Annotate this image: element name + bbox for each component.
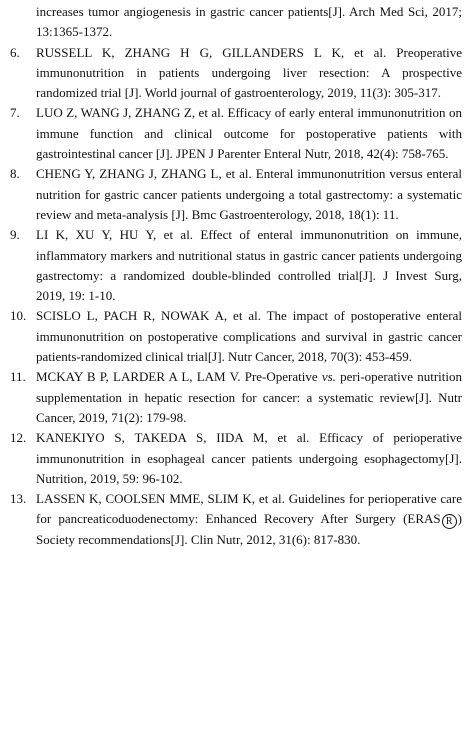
reference-number: 8. <box>10 166 20 182</box>
reference-item-11 <box>10 367 462 428</box>
reference-number: 6. <box>10 44 20 60</box>
reference-text: CHENG Y, ZHANG J, ZHANG L, et al. Enteral immunonutrition versus enteral nutrition for gastric cancer patients undergoing a total gastrectomy: a systematic review and meta-analysis [J]. Bmc Gastroenterology, 2018, 18(1): 11. <box>36 166 462 222</box>
reference-text <box>36 489 462 550</box>
reference-text-part: LASSEN K, COOLSEN MME, SLIM K, et al. Guidelines for perioperative care for pancreaticoduodenectomy: Enhanced Recovery After Surgery (ERAS <box>36 491 462 527</box>
reference-text: KANEKIYO S, TAKEDA S, IIDA M, et al. Efficacy of perioperative immunonutrition in esophageal cancer patients undergoing esophagectomy[J]. Nutrition, 2019, 59: 96-102. <box>36 430 462 486</box>
reference-text-part: peri-operative nutrition supplementation in hepatic resection for cancer: a systematic review[J]. Nutr Cancer, 2019, 71(2): 179-98. <box>36 369 462 425</box>
reference-item-7 <box>10 103 462 164</box>
reference-number: 11. <box>10 369 26 385</box>
reference-text <box>36 367 462 428</box>
reference-item-8 <box>10 164 462 225</box>
reference-text-part: MCKAY B P, LARDER A L, LAM V. Pre-Operative <box>36 369 322 385</box>
reference-item-5-continued <box>10 2 462 43</box>
reference-item-10 <box>10 306 462 367</box>
reference-number: 12. <box>10 430 27 446</box>
reference-item-6 <box>10 43 462 104</box>
reference-italic-text: vs. <box>321 369 336 385</box>
reference-number: 13. <box>10 491 27 507</box>
reference-text: increases tumor angiogenesis in gastric cancer patients[J]. Arch Med Sci, 2017; 13:1365-1372. <box>36 4 462 40</box>
reference-item-9 <box>10 225 462 306</box>
reference-number: 9. <box>10 227 20 243</box>
reference-item-13 <box>10 489 462 550</box>
reference-number: 10. <box>10 308 27 324</box>
reference-text: LI K, XU Y, HU Y, et al. Effect of enteral immunonutrition on immune, inflammatory markers and nutritional status in gastric cancer patients undergoing gastrectomy: a randomized double-blinded controlled trial[J]. J Invest Surg, 2019, 19: 1-10. <box>36 227 462 304</box>
registered-trademark-icon: R <box>442 514 457 529</box>
reference-text-part: ) Society recommendations[J]. Clin Nutr, 2012, 31(6): 817-830. <box>36 511 462 547</box>
reference-text: RUSSELL K, ZHANG H G, GILLANDERS L K, et al. Preoperative immunonutrition in patients undergoing liver resection: A prospective randomized trial [J]. World journal of gastroenterology, 2019, 11(3): 305-317. <box>36 44 462 101</box>
reference-number: 7. <box>10 105 20 121</box>
reference-text: LUO Z, WANG J, ZHANG Z, et al. Efficacy of early enteral immunonutrition on immune function and clinical outcome for postoperative patients with gastrointestinal cancer [J]. JPEN J Parenter Enteral Nutr, 2018, 42(4): 758-765. <box>36 105 462 162</box>
reference-item-12 <box>10 428 462 489</box>
reference-text: SCISLO L, PACH R, NOWAK A, et al. The impact of postoperative enteral immunonutrition on postoperative complications and survival in gastric cancer patients-randomized clinical trial[J]. Nutr Cancer, 2018, 70(3): 453-459. <box>36 308 462 365</box>
